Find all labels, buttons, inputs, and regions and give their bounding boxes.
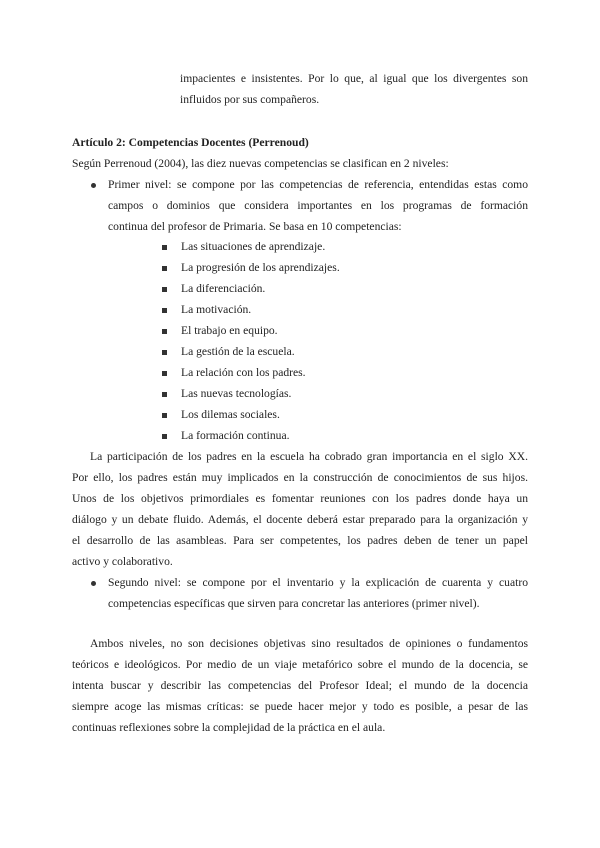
first-level-line: continua del profesor de Primaria. Se basa en 10 competencias: — [108, 220, 402, 233]
parents-paragraph-line: Unos de los objetivos primordiales es fomentar reuniones con los padres donde haya un — [72, 492, 528, 505]
parents-paragraph-line: el desarrollo de las asambleas. Para ser competentes, los padres deben de tener un papel — [72, 534, 528, 547]
second-level-line: competencias específicas que sirven para concretar las anteriores (primer nivel). — [108, 597, 480, 610]
first-level-line: Primer nivel: se compone por las competencias de referencia, entendidas estas como — [108, 178, 528, 191]
bullet-square-icon — [162, 434, 167, 439]
intro-line: impacientes e insistentes. Por lo que, al igual que los divergentes son — [180, 72, 528, 85]
second-level-line: Segundo nivel: se compone por el inventario y la explicación de cuarenta y cuatro — [108, 576, 528, 589]
intro-line: influidos por sus compañeros. — [180, 93, 320, 106]
competency-item: La progresión de los aprendizajes. — [181, 261, 340, 274]
bullet-square-icon — [162, 287, 167, 292]
bullet-dot-icon — [91, 183, 96, 188]
closing-paragraph-line: intenta buscar y describir las competencias del Profesor Ideal; el mundo de la docencia — [72, 679, 528, 692]
lead-sentence: Según Perrenoud (2004), las diez nuevas competencias se clasifican en 2 niveles: — [72, 157, 449, 170]
parents-paragraph-line: activo y colaborativo. — [72, 555, 173, 568]
first-level-line: campos o dominios que considera importantes en los programas de formación — [108, 199, 528, 212]
closing-paragraph-line: siempre acoge las mismas críticas: se puede hacer mejor y todo es posible, a pesar de las — [72, 700, 528, 713]
parents-paragraph-line: La participación de los padres en la escuela ha cobrado gran importancia en el siglo XX. — [90, 450, 528, 463]
competency-item: La relación con los padres. — [181, 366, 306, 379]
competency-item: La motivación. — [181, 303, 252, 316]
closing-paragraph-line: continuas reflexiones sobre la complejidad de la práctica en el aula. — [72, 721, 386, 734]
bullet-square-icon — [162, 392, 167, 397]
competency-item: El trabajo en equipo. — [181, 324, 278, 337]
bullet-square-icon — [162, 371, 167, 376]
bullet-square-icon — [162, 413, 167, 418]
bullet-dot-icon — [91, 581, 96, 586]
section-heading: Artículo 2: Competencias Docentes (Perrenoud) — [72, 136, 309, 149]
parents-paragraph-line: diálogo y un debate fluido. Además, el docente deberá estar preparado para la organización y — [72, 513, 528, 526]
parents-paragraph-line: Por ello, los padres están muy implicados en la construcción de conocimientos de sus hijos. — [72, 471, 528, 484]
bullet-square-icon — [162, 329, 167, 334]
competency-item: Las nuevas tecnologías. — [181, 387, 292, 400]
bullet-square-icon — [162, 350, 167, 355]
closing-paragraph-line: teóricos e ideológicos. Por medio de un viaje metafórico sobre el mundo de la docencia, se — [72, 658, 528, 671]
competency-item: La formación continua. — [181, 429, 290, 442]
bullet-square-icon — [162, 266, 167, 271]
competency-item: Las situaciones de aprendizaje. — [181, 240, 326, 253]
competency-item: La gestión de la escuela. — [181, 345, 295, 358]
competency-item: Los dilemas sociales. — [181, 408, 280, 421]
bullet-square-icon — [162, 245, 167, 250]
bullet-square-icon — [162, 308, 167, 313]
competency-item: La diferenciación. — [181, 282, 266, 295]
closing-paragraph-line: Ambos niveles, no son decisiones objetivas sino resultados de opiniones o fundamentos — [90, 637, 528, 650]
